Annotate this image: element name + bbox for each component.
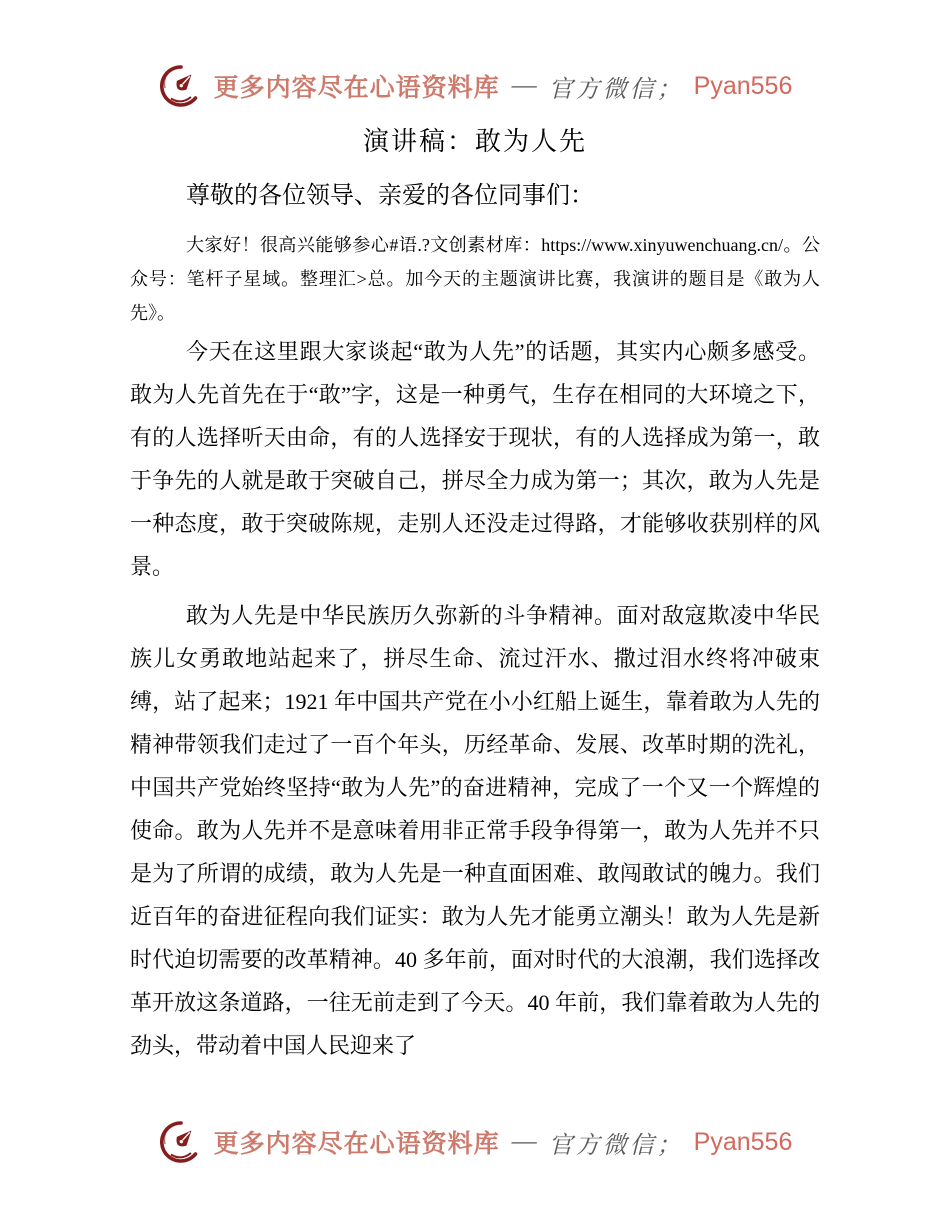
document-content [130,124,820,1067]
body-paragraph-1: 今天在这里跟大家谈起“敢为人先”的话题，其实内心颇多感受。敢为人先首先在于“敢”字，这是一种勇气，生存在相同的大环境之下，有的人选择听天由命，有的人选择安于现状，有的人选择成为第一，敢于争先的人就是敢于突破自己，拼尽全力成为第一；其次，敢为人先是一种态度，敢于突破陈规，走别人还没走过得路，才能够收获别样的风景。 [130,339,820,579]
intro-note: 大家好！很高兴能够参心#语.?文创素材库：https://www.xinyuwenchuang.cn/。公众号：笔杆子星域。整理汇>总。加今天的主题演讲比赛，我演讲的题目是《敢为人先》。 [130,235,820,323]
footer-banner [0,1118,950,1166]
brand-text: 更多内容尽在心语资料库 [213,1131,500,1158]
wechat-label: 官方微信； [548,76,684,103]
banner-separator: — [511,72,537,99]
wechat-id: Pyan556 [693,1127,793,1156]
wechat-id: Pyan556 [693,71,793,100]
body-paragraph-2: 敢为人先是中华民族历久弥新的斗争精神。面对敌寇欺凌中华民族儿女勇敢地站起来了，拼尽生命、流过汗水、撒过泪水终将冲破束缚，站了起来；1921 年中国共产党在小小红船上诞生，靠着敢为人先的精神带领我们走过了一百个年头，历经革命、发展、改革时期的洗礼，中国共产党始终坚持“敢为人先”的奋进精神，完成了一个又一个辉煌的使命。敢为人先并不是意味着用非正常手段争得第一，敢为人先并不只是为了所谓的成绩，敢为人先是一种直面困难、敢闯敢试的魄力。我们近百年的奋进征程向我们证实：敢为人先才能勇立潮头！敢为人先是新时代迫切需要的改革精神。40 多年前，面对时代的大浪潮，我们选择改革开放这条道路，一往无前走到了今天。40 年前，我们靠着敢为人先的劲头，带动着中国人民迎来了 [130,603,820,1058]
pen-nib-logo-icon [158,1119,204,1165]
greeting-line: 尊敬的各位领导、亲爱的各位同事们： [186,183,594,209]
page-title: 演讲稿：敢为人先 [362,127,587,156]
pen-nib-logo-icon [158,63,204,109]
banner-separator: — [511,1128,537,1155]
wechat-label: 官方微信； [548,1132,684,1159]
brand-text: 更多内容尽在心语资料库 [213,75,500,102]
header-banner [0,62,950,110]
